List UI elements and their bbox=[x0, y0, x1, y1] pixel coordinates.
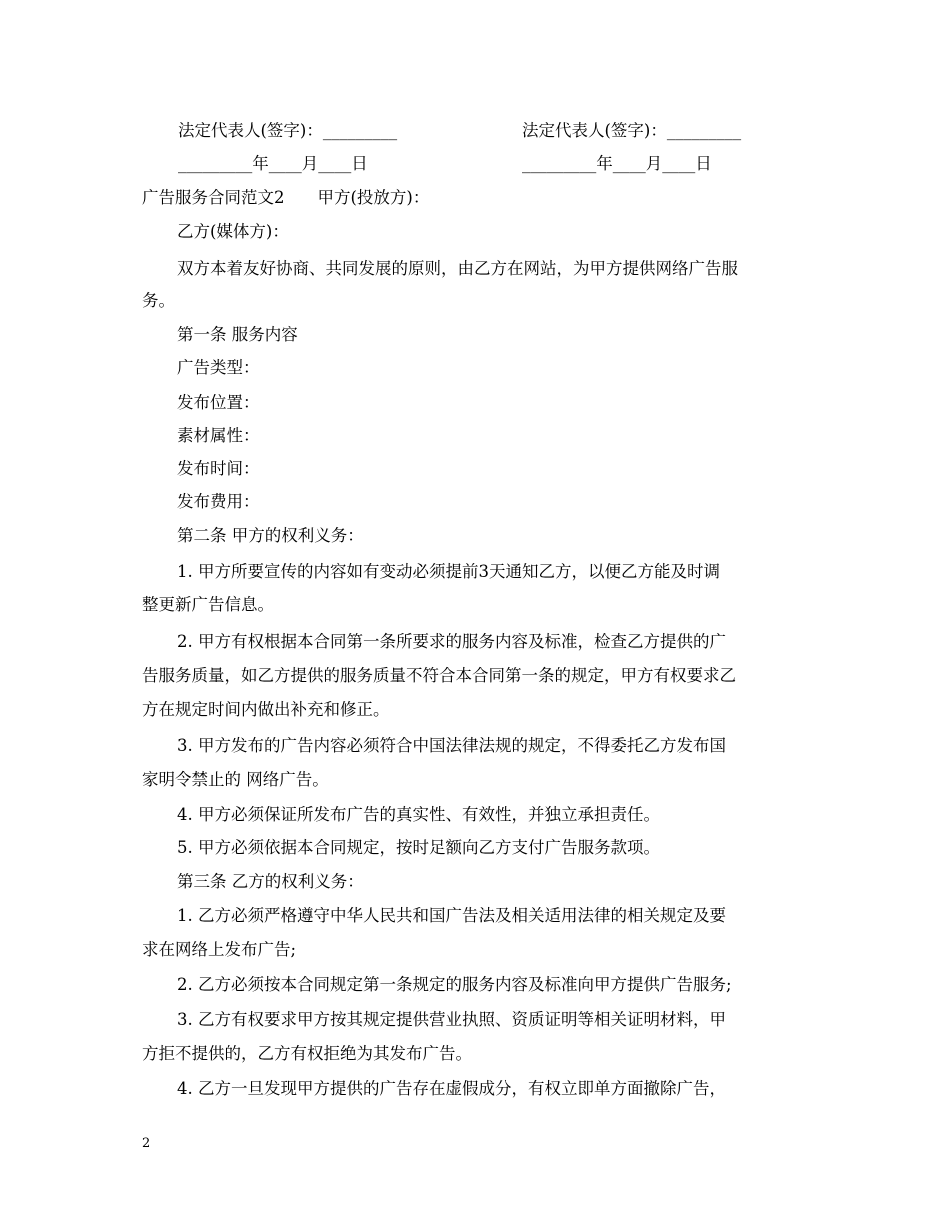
article-2-item-4: 4. 甲方必须保证所发布广告的真实性、有效性，并独立承担责任。 bbox=[177, 805, 660, 824]
article-2-item-3-line-1: 3. 甲方发布的广告内容必须符合中国法律法规的规定，不得委托乙方发布国 bbox=[177, 736, 726, 755]
party-a-representative-signature: 法定代表人(签字)：_________ bbox=[178, 121, 398, 140]
page-number: 2 bbox=[142, 1136, 151, 1151]
article-3-item-1-line-1: 1. 乙方必须严格遵守中华人民共和国广告法及相关适用法律的相关规定及要 bbox=[177, 906, 726, 925]
article-2-item-5: 5. 甲方必须依据本合同规定，按时足额向乙方支付广告服务款项。 bbox=[177, 838, 660, 857]
article-2-item-2-line-2: 告服务质量，如乙方提供的服务质量不符合本合同第一条的规定，甲方有权要求乙 bbox=[142, 666, 736, 685]
article-2-item-2-line-3: 方在规定时间内做出补充和修正。 bbox=[142, 700, 390, 719]
article-2-item-1-line-1: 1. 甲方所要宣传的内容如有变动必须提前3天通知乙方，以便乙方能及时调 bbox=[177, 562, 720, 581]
article-2-item-1-line-2: 整更新广告信息。 bbox=[142, 595, 274, 614]
preamble-line-2: 务。 bbox=[142, 291, 175, 310]
ad-type-field: 广告类型： bbox=[177, 358, 260, 377]
article-3-item-3-line-2: 方拒不提供的，乙方有权拒绝为其发布广告。 bbox=[142, 1044, 472, 1063]
article-3-item-3-line-1: 3. 乙方有权要求甲方按其规定提供营业执照、资质证明等相关证明材料，甲 bbox=[177, 1010, 726, 1029]
article-2-heading: 第二条 甲方的权利义务： bbox=[177, 526, 364, 545]
publish-fee-field: 发布费用： bbox=[177, 492, 260, 511]
article-3-item-4-line-1: 4. 乙方一旦发现甲方提供的广告存在虚假成分，有权立即单方面撤除广告， bbox=[177, 1079, 726, 1098]
preamble-line-1: 双方本着友好协商、共同发展的原则，由乙方在网站，为甲方提供网络广告服 bbox=[177, 259, 738, 278]
publish-time-field: 发布时间： bbox=[177, 459, 260, 478]
article-3-item-1-line-2: 求在网络上发布广告; bbox=[142, 940, 297, 959]
article-1-heading: 第一条 服务内容 bbox=[177, 325, 298, 344]
party-b-signature-date: _________年____月____日 bbox=[522, 154, 712, 173]
placement-field: 发布位置： bbox=[177, 393, 260, 412]
article-2-item-2-line-1: 2. 甲方有权根据本合同第一条所要求的服务内容及标准，检查乙方提供的广 bbox=[177, 632, 726, 651]
material-attribute-field: 素材属性： bbox=[177, 426, 260, 445]
party-a-signature-date: _________年____月____日 bbox=[178, 154, 368, 173]
article-3-heading: 第三条 乙方的权利义务： bbox=[177, 872, 364, 891]
party-b-line: 乙方(媒体方)： bbox=[177, 222, 289, 241]
article-2-item-3-line-2: 家明令禁止的 网络广告。 bbox=[142, 770, 329, 789]
party-b-representative-signature: 法定代表人(签字)：_________ bbox=[522, 121, 742, 140]
article-3-item-2: 2. 乙方必须按本合同规定第一条规定的服务内容及标准向甲方提供广告服务; bbox=[177, 975, 732, 994]
contract-title-line: 广告服务合同范文2 甲方(投放方)： bbox=[142, 188, 430, 207]
